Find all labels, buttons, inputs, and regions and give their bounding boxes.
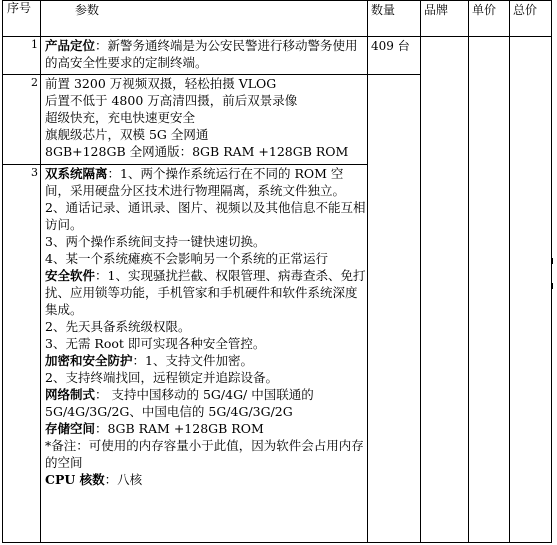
spec-line <box>45 165 367 199</box>
edge-mark <box>552 283 553 289</box>
row-qty: 409 台 <box>368 37 421 75</box>
header-qty: 数量 <box>368 1 421 37</box>
row-spec <box>41 75 368 165</box>
spec-line: 旗舰级芯片，双模 5G 全网通 <box>45 127 209 142</box>
total-cell <box>510 37 552 543</box>
row-seq: 1 <box>3 37 41 75</box>
spec-line: 2、先天具备系统级权限。 <box>45 319 191 334</box>
spec-line <box>45 420 367 437</box>
header-unit-price: 单价 <box>469 1 510 37</box>
spec-line: 4、某一个系统瘫痪不会影响另一个系统的正常运行 <box>45 251 328 266</box>
spec-bold: 双系统隔离 <box>45 166 108 181</box>
row-qty <box>368 75 421 543</box>
edge-mark <box>552 258 553 264</box>
header-seq: 序号 <box>3 1 41 37</box>
header-brand: 品牌 <box>421 1 469 37</box>
spec-text: ： 支持中国移动的 5G/4G/ 中国联通的 5G/4G/3G/2G、中国电信的 5G/4G/3G/2G <box>45 387 314 419</box>
table-row <box>3 37 552 75</box>
spec-line <box>45 267 367 318</box>
spec-bold: CPU 核数 <box>45 472 105 487</box>
spec-line <box>45 386 367 420</box>
spec-text: ：八核 <box>104 472 143 487</box>
row-seq: 2 <box>3 75 41 165</box>
row-spec <box>41 37 368 75</box>
header-param: 参数 <box>41 1 368 37</box>
spec-line: 3、无需 Root 即可实现各种安全管控。 <box>45 336 266 351</box>
spec-line: 2、通话记录、通讯录、图片、视频以及其他信息不能互相访问。 <box>45 200 366 232</box>
spec-bold: 网络制式 <box>45 387 96 402</box>
header-total: 总价 <box>510 1 552 37</box>
spec-line <box>45 352 367 369</box>
row-spec <box>41 165 368 543</box>
spec-bold: 安全软件 <box>45 268 96 283</box>
spec-line: 前置 3200 万视频双摄，轻松拍摄 VLOG <box>45 76 277 91</box>
spec-line: 8GB+128GB 全网通版：8GB RAM +128GB ROM <box>45 144 349 159</box>
spec-line <box>45 471 367 488</box>
spec-text: ：8GB RAM +128GB ROM <box>95 421 264 436</box>
brand-cell <box>421 37 469 543</box>
spec-line: 后置不低于 4800 万高清四摄，前后双景录像 <box>45 93 298 108</box>
spec-text: ：1、支持文件加密。 <box>132 353 253 368</box>
spec-text: ：1、两个操作系统运行在不同的 ROM 空间，采用硬盘分区技术进行物理隔离，系统文件独立。 <box>45 166 346 198</box>
header-row <box>3 1 552 37</box>
spec-bold: 存储空间 <box>45 421 96 436</box>
spec-line: 2、支持终端找回，远程锁定并追踪设备。 <box>45 370 278 385</box>
unit-price-cell <box>469 37 510 543</box>
spec-bold: 产品定位 <box>45 38 96 53</box>
spec-line: 超级快充，充电快速更安全 <box>45 110 196 125</box>
row-seq: 3 <box>3 165 41 543</box>
procurement-table <box>2 0 552 543</box>
spec-text: ：新警务通终端是为公安民警进行移动警务使用的高安全性要求的定制终端。 <box>45 38 358 70</box>
spec-text: ：1、实现骚扰拦截、权限管理、病毒查杀、免打扰、应用锁等功能，手机管家和手机硬件和软件系统深度集成。 <box>45 268 366 317</box>
spec-line: 3、两个操作系统间支持一键快速切换。 <box>45 234 266 249</box>
spec-bold: 加密和安全防护 <box>45 353 133 368</box>
spec-line: *备注：可使用的内存容量小于此值，因为软件会占用内存的空间 <box>45 438 364 470</box>
spec-line <box>45 37 367 71</box>
